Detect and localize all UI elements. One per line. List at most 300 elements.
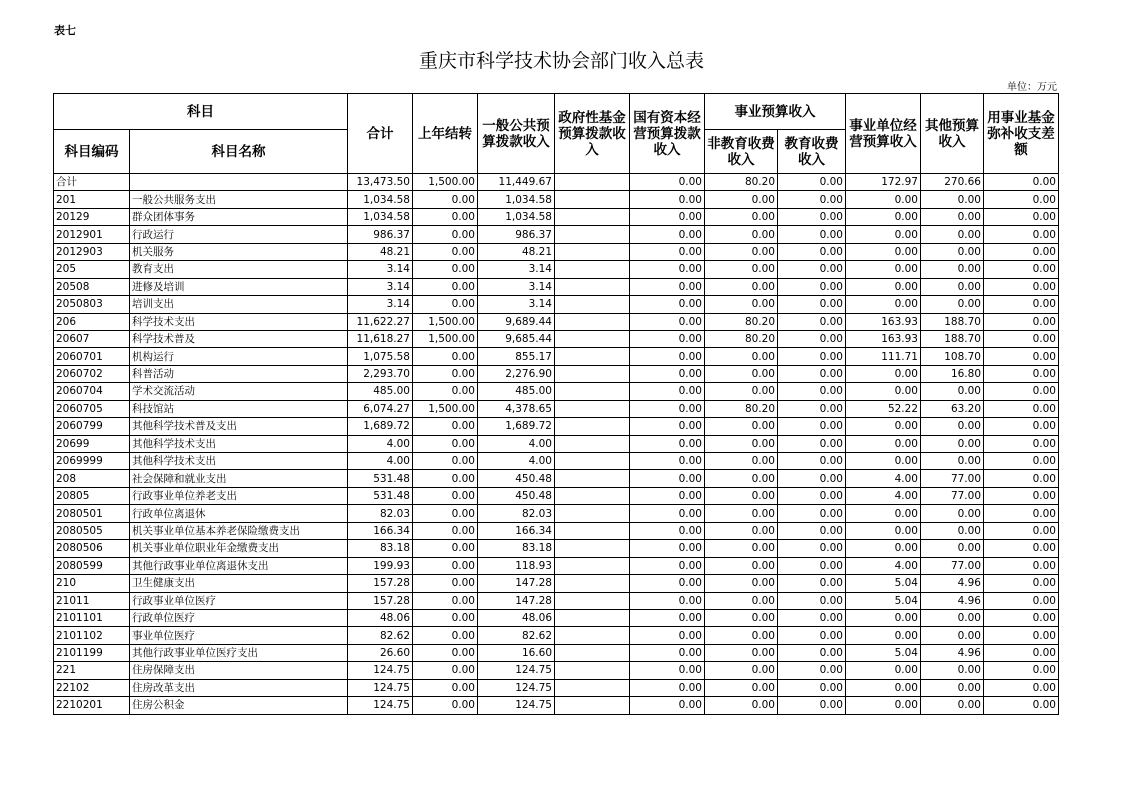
amount-cell: 0.00 (413, 557, 478, 574)
header-institution-budget: 事业预算收入 (705, 94, 846, 130)
amount-cell (555, 592, 630, 609)
amount-cell: 0.00 (846, 243, 921, 260)
amount-cell: 0.00 (705, 487, 778, 504)
table-row (54, 592, 1059, 609)
amount-cell: 0.00 (630, 313, 705, 330)
amount-cell: 0.00 (413, 435, 478, 452)
amount-cell: 0.00 (413, 662, 478, 679)
amount-cell: 4.00 (846, 470, 921, 487)
amount-cell: 0.00 (778, 296, 846, 313)
amount-cell: 0.00 (984, 365, 1059, 382)
amount-cell: 0.00 (413, 487, 478, 504)
amount-cell (555, 418, 630, 435)
amount-cell: 0.00 (921, 418, 984, 435)
amount-cell: 0.00 (778, 540, 846, 557)
amount-cell: 0.00 (984, 383, 1059, 400)
table-row (54, 313, 1059, 330)
subject-name-cell: 科技馆站 (130, 400, 348, 417)
amount-cell: 0.00 (984, 453, 1059, 470)
subject-code-cell: 合计 (54, 174, 130, 191)
amount-cell: 11,622.27 (348, 313, 413, 330)
subject-code-cell: 2210201 (54, 697, 130, 714)
amount-cell: 0.00 (630, 383, 705, 400)
amount-cell: 0.00 (705, 208, 778, 225)
amount-cell: 0.00 (778, 575, 846, 592)
amount-cell: 0.00 (984, 296, 1059, 313)
subject-name-cell: 群众团体事务 (130, 208, 348, 225)
amount-cell: 80.20 (705, 400, 778, 417)
amount-cell: 124.75 (348, 679, 413, 696)
table-row (54, 697, 1059, 714)
amount-cell: 0.00 (778, 697, 846, 714)
amount-cell (555, 522, 630, 539)
amount-cell: 0.00 (630, 174, 705, 191)
amount-cell: 0.00 (921, 243, 984, 260)
amount-cell: 199.93 (348, 557, 413, 574)
table-row (54, 662, 1059, 679)
amount-cell (555, 487, 630, 504)
amount-cell: 124.75 (348, 662, 413, 679)
amount-cell: 0.00 (778, 261, 846, 278)
amount-cell: 0.00 (984, 627, 1059, 644)
amount-cell: 83.18 (348, 540, 413, 557)
amount-cell (555, 609, 630, 626)
subject-code-cell: 221 (54, 662, 130, 679)
amount-cell: 0.00 (984, 679, 1059, 696)
amount-cell: 0.00 (778, 191, 846, 208)
amount-cell: 986.37 (348, 226, 413, 243)
subject-code-cell: 20508 (54, 278, 130, 295)
header-total: 合计 (348, 94, 413, 174)
amount-cell: 0.00 (984, 348, 1059, 365)
amount-cell: 0.00 (778, 330, 846, 347)
amount-cell: 0.00 (778, 662, 846, 679)
amount-cell: 4.00 (478, 435, 555, 452)
amount-cell: 0.00 (413, 679, 478, 696)
amount-cell: 0.00 (630, 522, 705, 539)
subject-code-cell: 2080505 (54, 522, 130, 539)
amount-cell (555, 557, 630, 574)
income-summary-table (53, 93, 1059, 715)
header-gov-fund: 政府性基金预算拨款收入 (555, 94, 630, 174)
amount-cell: 0.00 (413, 453, 478, 470)
amount-cell: 0.00 (630, 540, 705, 557)
subject-name-cell: 教育支出 (130, 261, 348, 278)
amount-cell: 3.14 (348, 296, 413, 313)
amount-cell: 0.00 (413, 592, 478, 609)
amount-cell: 0.00 (705, 226, 778, 243)
amount-cell: 0.00 (778, 679, 846, 696)
subject-name-cell: 卫生健康支出 (130, 575, 348, 592)
table-row (54, 453, 1059, 470)
amount-cell: 0.00 (413, 627, 478, 644)
amount-cell: 77.00 (921, 487, 984, 504)
amount-cell: 0.00 (846, 208, 921, 225)
table-row (54, 174, 1059, 191)
subject-name-cell: 其他科学技术普及支出 (130, 418, 348, 435)
subject-code-cell: 2012903 (54, 243, 130, 260)
amount-cell: 0.00 (413, 348, 478, 365)
amount-cell: 0.00 (630, 226, 705, 243)
amount-cell: 0.00 (921, 226, 984, 243)
subject-code-cell: 2101101 (54, 609, 130, 626)
amount-cell: 0.00 (846, 679, 921, 696)
amount-cell: 0.00 (984, 261, 1059, 278)
amount-cell: 147.28 (478, 592, 555, 609)
amount-cell: 0.00 (778, 435, 846, 452)
amount-cell: 531.48 (348, 470, 413, 487)
amount-cell: 1,689.72 (478, 418, 555, 435)
amount-cell: 0.00 (705, 697, 778, 714)
amount-cell: 0.00 (984, 330, 1059, 347)
amount-cell: 0.00 (846, 697, 921, 714)
amount-cell: 0.00 (705, 243, 778, 260)
amount-cell: 1,034.58 (348, 208, 413, 225)
amount-cell: 0.00 (630, 609, 705, 626)
amount-cell: 0.00 (705, 418, 778, 435)
amount-cell (555, 644, 630, 661)
amount-cell: 0.00 (630, 348, 705, 365)
amount-cell: 0.00 (413, 191, 478, 208)
table-row (54, 487, 1059, 504)
table-row (54, 540, 1059, 557)
subject-code-cell: 22102 (54, 679, 130, 696)
table-row (54, 400, 1059, 417)
amount-cell (555, 575, 630, 592)
subject-name-cell: 学术交流活动 (130, 383, 348, 400)
subject-code-cell: 210 (54, 575, 130, 592)
amount-cell: 0.00 (846, 435, 921, 452)
amount-cell: 0.00 (778, 400, 846, 417)
amount-cell: 124.75 (478, 662, 555, 679)
amount-cell: 0.00 (413, 296, 478, 313)
amount-cell: 0.00 (921, 296, 984, 313)
amount-cell: 0.00 (630, 557, 705, 574)
subject-name-cell: 一般公共服务支出 (130, 191, 348, 208)
amount-cell: 0.00 (778, 313, 846, 330)
amount-cell: 4.96 (921, 592, 984, 609)
amount-cell: 0.00 (846, 226, 921, 243)
amount-cell: 0.00 (630, 575, 705, 592)
table-row (54, 470, 1059, 487)
amount-cell: 2,276.90 (478, 365, 555, 382)
amount-cell (555, 174, 630, 191)
amount-cell: 0.00 (630, 243, 705, 260)
amount-cell (555, 261, 630, 278)
amount-cell: 82.62 (478, 627, 555, 644)
amount-cell: 82.03 (348, 505, 413, 522)
subject-name-cell: 住房保障支出 (130, 662, 348, 679)
amount-cell: 0.00 (630, 278, 705, 295)
amount-cell: 0.00 (630, 627, 705, 644)
amount-cell: 0.00 (921, 505, 984, 522)
amount-cell: 157.28 (348, 575, 413, 592)
amount-cell (555, 278, 630, 295)
subject-name-cell: 其他科学技术支出 (130, 453, 348, 470)
amount-cell: 531.48 (348, 487, 413, 504)
amount-cell: 0.00 (630, 487, 705, 504)
amount-cell: 0.00 (984, 487, 1059, 504)
amount-cell: 0.00 (705, 435, 778, 452)
amount-cell: 0.00 (705, 592, 778, 609)
amount-cell: 0.00 (630, 261, 705, 278)
amount-cell: 0.00 (413, 226, 478, 243)
amount-cell: 0.00 (778, 418, 846, 435)
table-row (54, 226, 1059, 243)
amount-cell: 48.06 (478, 609, 555, 626)
subject-name-cell: 行政事业单位养老支出 (130, 487, 348, 504)
subject-code-cell: 2069999 (54, 453, 130, 470)
amount-cell (555, 330, 630, 347)
amount-cell: 0.00 (630, 662, 705, 679)
amount-cell: 0.00 (630, 330, 705, 347)
amount-cell: 0.00 (846, 453, 921, 470)
amount-cell: 1,034.58 (348, 191, 413, 208)
amount-cell: 48.21 (348, 243, 413, 260)
subject-name-cell (130, 174, 348, 191)
amount-cell: 3.14 (478, 296, 555, 313)
amount-cell (555, 679, 630, 696)
amount-cell: 52.22 (846, 400, 921, 417)
amount-cell: 0.00 (778, 609, 846, 626)
header-carryover: 上年结转 (413, 94, 478, 174)
subject-code-cell: 2101102 (54, 627, 130, 644)
amount-cell: 124.75 (478, 679, 555, 696)
amount-cell: 124.75 (478, 697, 555, 714)
amount-cell: 0.00 (630, 470, 705, 487)
amount-cell (555, 226, 630, 243)
header-edu-fee: 教育收费收入 (778, 130, 846, 174)
amount-cell: 0.00 (630, 208, 705, 225)
amount-cell: 0.00 (778, 278, 846, 295)
amount-cell (555, 243, 630, 260)
subject-name-cell: 行政单位医疗 (130, 609, 348, 626)
subject-name-cell: 科学技术普及 (130, 330, 348, 347)
table-row (54, 575, 1059, 592)
amount-cell: 5.04 (846, 592, 921, 609)
amount-cell: 0.00 (630, 296, 705, 313)
header-state-capital: 国有资本经营预算拨款收入 (630, 94, 705, 174)
amount-cell: 83.18 (478, 540, 555, 557)
amount-cell: 147.28 (478, 575, 555, 592)
table-row (54, 365, 1059, 382)
amount-cell: 0.00 (630, 418, 705, 435)
amount-cell: 986.37 (478, 226, 555, 243)
amount-cell: 0.00 (778, 208, 846, 225)
amount-cell (555, 453, 630, 470)
amount-cell: 0.00 (921, 278, 984, 295)
subject-code-cell: 20699 (54, 435, 130, 452)
amount-cell: 9,689.44 (478, 313, 555, 330)
amount-cell: 0.00 (846, 505, 921, 522)
amount-cell: 0.00 (630, 400, 705, 417)
amount-cell: 163.93 (846, 313, 921, 330)
amount-cell: 0.00 (778, 627, 846, 644)
amount-cell: 4.00 (846, 487, 921, 504)
amount-cell: 0.00 (846, 261, 921, 278)
amount-cell: 0.00 (630, 592, 705, 609)
subject-code-cell: 2060701 (54, 348, 130, 365)
amount-cell: 0.00 (630, 697, 705, 714)
amount-cell: 0.00 (846, 365, 921, 382)
amount-cell: 1,034.58 (478, 208, 555, 225)
amount-cell: 0.00 (846, 191, 921, 208)
amount-cell: 3.14 (348, 261, 413, 278)
amount-cell: 855.17 (478, 348, 555, 365)
amount-cell: 11,618.27 (348, 330, 413, 347)
header-non-edu-fee: 非教育收费收入 (705, 130, 778, 174)
amount-cell: 0.00 (984, 174, 1059, 191)
amount-cell: 118.93 (478, 557, 555, 574)
amount-cell: 0.00 (778, 226, 846, 243)
amount-cell: 166.34 (478, 522, 555, 539)
header-institution-operation: 事业单位经营预算收入 (846, 94, 921, 174)
amount-cell: 0.00 (630, 453, 705, 470)
amount-cell: 80.20 (705, 174, 778, 191)
subject-code-cell: 20805 (54, 487, 130, 504)
amount-cell: 0.00 (921, 522, 984, 539)
subject-name-cell: 行政运行 (130, 226, 348, 243)
table-row (54, 679, 1059, 696)
amount-cell: 0.00 (921, 662, 984, 679)
amount-cell: 0.00 (630, 505, 705, 522)
amount-cell: 450.48 (478, 487, 555, 504)
amount-cell: 0.00 (921, 609, 984, 626)
amount-cell: 0.00 (705, 296, 778, 313)
amount-cell: 0.00 (413, 540, 478, 557)
amount-cell: 0.00 (705, 453, 778, 470)
subject-code-cell: 2080506 (54, 540, 130, 557)
amount-cell: 0.00 (984, 470, 1059, 487)
amount-cell: 0.00 (778, 592, 846, 609)
amount-cell: 0.00 (778, 453, 846, 470)
amount-cell: 0.00 (705, 191, 778, 208)
amount-cell: 0.00 (984, 557, 1059, 574)
subject-name-cell: 社会保障和就业支出 (130, 470, 348, 487)
amount-cell: 0.00 (630, 191, 705, 208)
amount-cell: 0.00 (630, 644, 705, 661)
amount-cell: 0.00 (705, 505, 778, 522)
amount-cell: 485.00 (478, 383, 555, 400)
amount-cell: 0.00 (413, 243, 478, 260)
table-row (54, 505, 1059, 522)
amount-cell: 1,500.00 (413, 400, 478, 417)
amount-cell: 0.00 (778, 487, 846, 504)
subject-code-cell: 20129 (54, 208, 130, 225)
amount-cell: 80.20 (705, 313, 778, 330)
subject-name-cell: 机关服务 (130, 243, 348, 260)
subject-code-cell: 205 (54, 261, 130, 278)
amount-cell (555, 313, 630, 330)
amount-cell: 16.60 (478, 644, 555, 661)
amount-cell: 0.00 (705, 348, 778, 365)
subject-name-cell: 机关事业单位职业年金缴费支出 (130, 540, 348, 557)
table-row (54, 243, 1059, 260)
header-name: 科目名称 (130, 130, 348, 174)
amount-cell: 1,500.00 (413, 330, 478, 347)
amount-cell: 1,500.00 (413, 313, 478, 330)
amount-cell: 0.00 (705, 679, 778, 696)
subject-name-cell: 其他科学技术支出 (130, 435, 348, 452)
table-row (54, 348, 1059, 365)
table-row (54, 609, 1059, 626)
amount-cell: 13,473.50 (348, 174, 413, 191)
amount-cell: 0.00 (413, 383, 478, 400)
table-row (54, 383, 1059, 400)
amount-cell: 188.70 (921, 330, 984, 347)
amount-cell (555, 296, 630, 313)
amount-cell: 172.97 (846, 174, 921, 191)
subject-code-cell: 2080501 (54, 505, 130, 522)
amount-cell: 0.00 (630, 679, 705, 696)
amount-cell: 0.00 (778, 348, 846, 365)
amount-cell: 4.96 (921, 575, 984, 592)
amount-cell: 0.00 (846, 278, 921, 295)
table-row (54, 278, 1059, 295)
amount-cell: 0.00 (778, 644, 846, 661)
header-code: 科目编码 (54, 130, 130, 174)
amount-cell: 6,074.27 (348, 400, 413, 417)
subject-code-cell: 2060704 (54, 383, 130, 400)
table-row (54, 208, 1059, 225)
header-other-budget: 其他预算收入 (921, 94, 984, 174)
amount-cell: 0.00 (984, 592, 1059, 609)
amount-cell: 0.00 (921, 679, 984, 696)
table-row (54, 627, 1059, 644)
amount-cell: 0.00 (705, 540, 778, 557)
amount-cell: 0.00 (846, 418, 921, 435)
amount-cell: 3.14 (478, 261, 555, 278)
amount-cell: 0.00 (778, 522, 846, 539)
amount-cell: 0.00 (705, 644, 778, 661)
amount-cell: 0.00 (413, 418, 478, 435)
subject-code-cell: 208 (54, 470, 130, 487)
amount-cell: 4.00 (846, 557, 921, 574)
amount-cell: 0.00 (984, 609, 1059, 626)
amount-cell: 0.00 (846, 627, 921, 644)
table-row (54, 644, 1059, 661)
amount-cell: 0.00 (778, 243, 846, 260)
subject-code-cell: 206 (54, 313, 130, 330)
amount-cell: 0.00 (984, 505, 1059, 522)
subject-name-cell: 其他行政事业单位离退休支出 (130, 557, 348, 574)
amount-cell: 2,293.70 (348, 365, 413, 382)
amount-cell: 3.14 (348, 278, 413, 295)
table-row (54, 261, 1059, 278)
subject-code-cell: 20607 (54, 330, 130, 347)
amount-cell: 0.00 (778, 365, 846, 382)
amount-cell: 48.21 (478, 243, 555, 260)
amount-cell (555, 470, 630, 487)
amount-cell: 450.48 (478, 470, 555, 487)
subject-code-cell: 201 (54, 191, 130, 208)
amount-cell (555, 191, 630, 208)
amount-cell: 0.00 (921, 453, 984, 470)
amount-cell: 0.00 (705, 383, 778, 400)
amount-cell: 0.00 (705, 470, 778, 487)
table-row (54, 296, 1059, 313)
amount-cell: 0.00 (778, 174, 846, 191)
subject-code-cell: 21011 (54, 592, 130, 609)
amount-cell: 4.00 (348, 435, 413, 452)
subject-name-cell: 住房公积金 (130, 697, 348, 714)
amount-cell: 0.00 (705, 575, 778, 592)
amount-cell: 0.00 (984, 226, 1059, 243)
amount-cell: 82.03 (478, 505, 555, 522)
amount-cell: 0.00 (921, 208, 984, 225)
amount-cell: 4,378.65 (478, 400, 555, 417)
subject-name-cell: 住房改革支出 (130, 679, 348, 696)
